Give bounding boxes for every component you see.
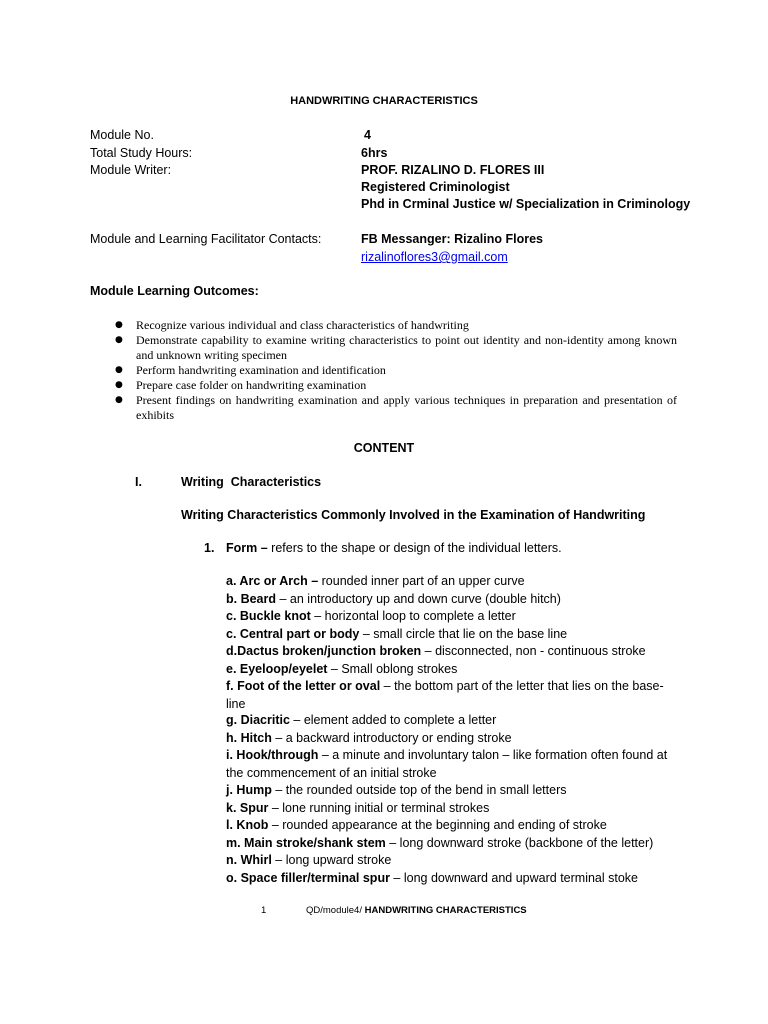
- term-item: [226, 835, 681, 853]
- bullet-dot: ●: [115, 395, 123, 405]
- bullet-dot: ●: [115, 380, 123, 390]
- term-name: h. Hitch: [226, 730, 272, 745]
- term-name: k. Spur: [226, 800, 269, 815]
- term-item: [226, 870, 681, 888]
- term-name: e. Eyeloop/eyelet: [226, 661, 328, 676]
- term-name: c. Buckle knot: [226, 609, 311, 623]
- outcomes-heading: Module Learning Outcomes:: [90, 284, 259, 298]
- writer-title: Registered Criminologist: [361, 180, 510, 194]
- term-item: [226, 643, 681, 661]
- term-definition: – lone running initial or terminal strokes: [268, 800, 490, 815]
- term-name: m. Main stroke/shank stem: [226, 835, 386, 850]
- term-item: [226, 591, 681, 609]
- term-item: [226, 730, 681, 748]
- writer-name: PROF. RIZALINO D. FLORES III: [361, 163, 545, 177]
- term-definition: – rounded appearance at the beginning and ending of stroke: [268, 818, 607, 832]
- term-item: [226, 747, 681, 782]
- document-title: HANDWRITING CHARACTERISTICS: [290, 95, 478, 107]
- item-form: [226, 541, 562, 555]
- term-item: [226, 661, 681, 679]
- term-definition: rounded inner part of an upper curve: [318, 574, 525, 588]
- term-name: c. Central part or body: [226, 626, 360, 641]
- term-name: f. Foot of the letter or oval: [226, 679, 381, 693]
- term-item: [226, 852, 681, 870]
- term-name: a. Arc or Arch –: [226, 574, 319, 588]
- term-item: [226, 782, 681, 800]
- term-name: n. Whirl: [226, 853, 272, 867]
- term-definition: – horizontal loop to complete a letter: [310, 609, 516, 623]
- term-item: [226, 608, 681, 626]
- module-no-label: Module No.: [90, 128, 154, 142]
- section-title: Writing Characteristics: [181, 475, 322, 489]
- footer-path-title: HANDWRITING CHARACTERISTICS: [364, 905, 527, 916]
- term-item: [226, 712, 681, 730]
- item-term: Form –: [226, 541, 268, 555]
- term-name: j. Hump: [226, 783, 272, 797]
- footer-path: [306, 905, 527, 916]
- term-name: o. Space filler/terminal spur: [226, 870, 390, 885]
- term-definition: – long downward stroke (backbone of the letter): [385, 835, 654, 850]
- term-definition: – small circle that lie on the base line: [359, 626, 568, 641]
- writer-label: Module Writer:: [90, 163, 172, 177]
- section-number: I.: [135, 475, 142, 489]
- term-item: [226, 626, 681, 644]
- term-definition: – a backward introductory or ending stroke: [271, 730, 512, 745]
- term-item: [226, 678, 681, 713]
- hours-label: Total Study Hours:: [90, 146, 193, 160]
- term-definition: – Small oblong strokes: [327, 661, 458, 676]
- item-number: 1.: [204, 541, 215, 555]
- item-description: refers to the shape or design of the individual letters.: [267, 541, 562, 555]
- footer-page-number: 1: [261, 905, 267, 916]
- content-heading: CONTENT: [353, 441, 415, 455]
- contacts-fb: FB Messanger: Rizalino Flores: [361, 232, 543, 246]
- term-definition: – disconnected, non - continuous stroke: [421, 644, 646, 658]
- term-item: [226, 817, 681, 835]
- outcome-item: Perform handwriting examination and identification: [136, 363, 386, 377]
- term-name: l. Knob: [226, 818, 269, 832]
- term-definition: – element added to complete a letter: [289, 713, 497, 727]
- term-definition: – long downward and upward terminal stoke: [389, 870, 639, 885]
- outcome-item: Recognize various individual and class characteristics of handwriting: [136, 318, 469, 332]
- term-name: g. Diacritic: [226, 713, 290, 727]
- module-no-value: 4: [364, 128, 371, 142]
- term-definition: – the bottom part of the letter that lies on the base-line: [226, 679, 664, 711]
- term-item: [226, 573, 681, 591]
- hours-value: 6hrs: [361, 146, 388, 160]
- bullet-dot: ●: [115, 320, 123, 330]
- term-name: i. Hook/through: [226, 748, 319, 762]
- footer-path-prefix: QD/module4/: [306, 905, 365, 916]
- outcome-item: Demonstrate capability to examine writing characteristics to point out identity and non-identity among known and unknown writing specimen: [136, 333, 677, 362]
- term-definition: – an introductory up and down curve (double hitch): [276, 591, 561, 606]
- bullet-dot: ●: [115, 335, 123, 345]
- term-name: d.Dactus broken/junction broken: [226, 644, 422, 658]
- contacts-label: Module and Learning Facilitator Contacts:: [90, 232, 322, 246]
- term-definition: – the rounded outside top of the bend in small letters: [271, 783, 567, 797]
- writer-degree: Phd in Crminal Justice w/ Specialization in Criminology: [361, 197, 691, 211]
- outcome-item: Prepare case folder on handwriting examination: [136, 378, 367, 392]
- section-subheading: Writing Characteristics Commonly Involved in the Examination of Handwriting: [181, 508, 646, 522]
- outcome-item: Present findings on handwriting examination and apply various techniques in preparation and presentation of exhibits: [136, 393, 677, 422]
- term-definition: – long upward stroke: [271, 853, 392, 867]
- term-item: [226, 800, 681, 818]
- contact-email-link[interactable]: rizalinoflores3@gmail.com: [361, 250, 508, 264]
- term-name: b. Beard: [226, 591, 277, 606]
- term-definition: – a minute and involuntary talon – like formation often found at the commencement of an initial stroke: [226, 748, 668, 780]
- bullet-dot: ●: [115, 365, 123, 375]
